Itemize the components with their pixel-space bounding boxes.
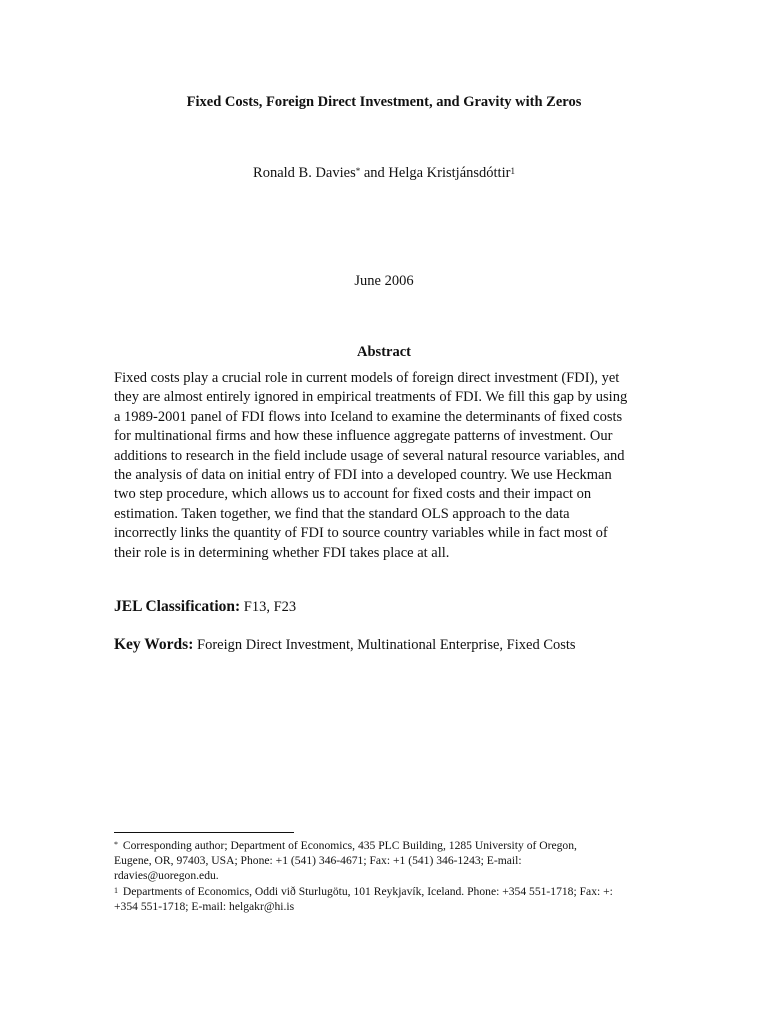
abstract-line: Fixed costs play a crucial role in current models of foreign direct investment (FDI), yet: [114, 370, 620, 386]
author-name: Helga Kristjánsdóttir: [388, 165, 511, 181]
paper-title: Fixed Costs, Foreign Direct Investment, and Gravity with Zeros: [186, 94, 582, 110]
key-words: [114, 636, 576, 654]
footnote-divider: [114, 832, 294, 833]
footnotes: [114, 838, 654, 914]
author-name: Ronald B. Davies: [253, 165, 356, 181]
footnote-line: Eugene, OR, 97403, USA; Phone: +1 (541) 346-4671; Fax: +1 (541) 346-1243; E-mail:: [114, 854, 522, 868]
footnote-line: [114, 838, 654, 853]
abstract-line: their role is in determining whether FDI takes place at all.: [114, 544, 450, 561]
footnote-link-email[interactable]: rdavies@uoregon.edu.: [114, 869, 219, 883]
abstract-line: estimation. Taken together, we find that the standard OLS approach to the data: [114, 505, 570, 522]
abstract-heading: Abstract: [357, 344, 411, 360]
abstract-line: incorrectly links the quantity of FDI to source country variables while in fact most of: [114, 525, 608, 542]
author-line: [0, 164, 768, 182]
keywords-value: Foreign Direct Investment, Multinational Enterprise, Fixed Costs: [193, 637, 576, 653]
abstract-line: two step procedure, which allows us to account for fixed costs and their impact on: [114, 486, 592, 503]
jel-value: F13, F23: [240, 599, 297, 615]
abstract-line: additions to research in the field include usage of several natural resource variables, and: [114, 447, 625, 464]
abstract-line: they are almost entirely ignored in empirical treatments of FDI. We fill this gap by using: [114, 389, 628, 406]
jel-label: JEL Classification:: [114, 598, 241, 615]
footnote-mark: *: [355, 166, 361, 176]
footnote-line: +354 551-1718; E-mail: helgakr@hi.is: [114, 899, 295, 913]
jel-classification: [114, 598, 296, 616]
abstract-line: for multinational firms and how these influence aggregate patterns of investment. Our: [114, 428, 613, 445]
keywords-label: Key Words:: [114, 636, 194, 653]
abstract-line: the analysis of data on initial entry of FDI into a developed country. We use Heckman: [114, 467, 612, 484]
footnote-mark: 1: [510, 166, 515, 176]
abstract-line: a 1989-2001 panel of FDI flows into Iceland to examine the determinants of fixed costs: [114, 408, 623, 425]
footnote-line: [114, 884, 654, 899]
footnote-text: Corresponding author; Department of Economics, 435 PLC Building, 1285 University of Oregon,: [120, 839, 577, 852]
footnote-mark: 1: [114, 885, 118, 895]
abstract-body: [114, 369, 644, 563]
footnote-text: Departments of Economics, Oddi við Sturlugötu, 101 Reykjavík, Iceland. Phone: +354 551-1718; Fax: +:: [120, 884, 613, 898]
paper-date: June 2006: [354, 273, 414, 289]
footnote-mark: *: [114, 840, 118, 849]
author-conjunction: and: [360, 165, 389, 181]
